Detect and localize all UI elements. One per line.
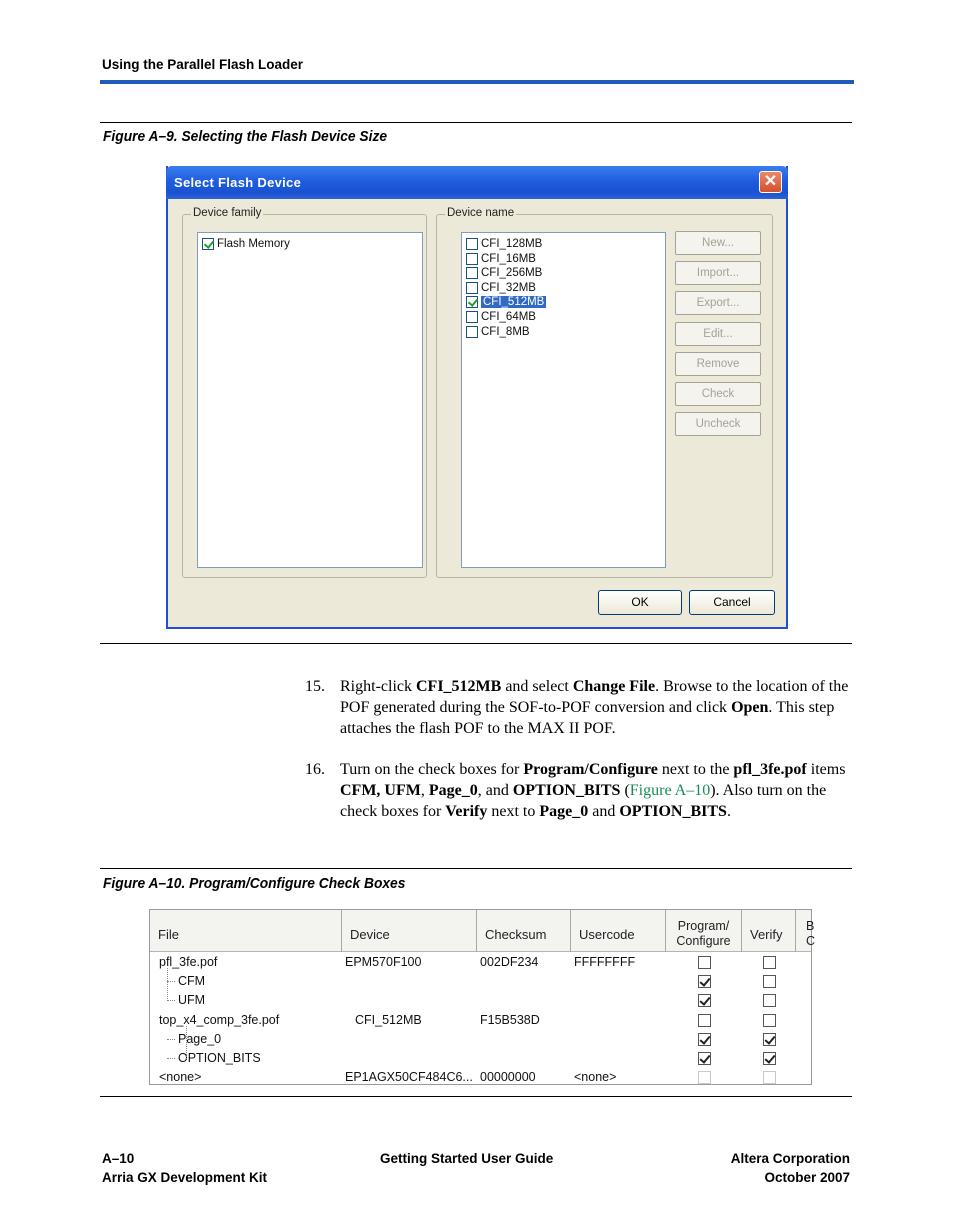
device-family-list[interactable]	[197, 232, 423, 568]
text-run: and	[588, 803, 620, 820]
bold-term: Open	[731, 699, 769, 716]
verify-checkbox[interactable]	[763, 975, 776, 988]
step-text	[340, 759, 855, 822]
tree-connector	[167, 1000, 175, 1001]
bold-term: Page_0	[428, 782, 478, 799]
column-label: File	[158, 927, 179, 942]
tree-connector	[167, 1039, 175, 1040]
text-run: . Browse to the location of the POF generated during the SOF-to-POF conversion and click	[340, 678, 849, 716]
remove-button[interactable]: Remove	[675, 352, 761, 376]
text-run: and select	[501, 678, 573, 695]
footer-guide-title: Getting Started User Guide	[380, 1151, 554, 1166]
tree-line	[167, 968, 168, 1001]
footer-kit-name: Arria GX Development Kit	[102, 1170, 268, 1185]
column-label-line2: Configure	[676, 934, 731, 948]
figure-a9-caption: Figure A–9. Selecting the Flash Device Size	[103, 128, 388, 145]
column-label	[806, 919, 836, 949]
check-button[interactable]: Check	[675, 382, 761, 406]
step-number: 16.	[305, 761, 325, 778]
table-row[interactable]	[150, 991, 811, 1010]
column-label: Checksum	[485, 927, 547, 942]
program-checkbox[interactable]	[698, 956, 711, 969]
column-label: Usercode	[579, 927, 635, 942]
tree-connector	[167, 1058, 175, 1059]
new-button[interactable]: New...	[675, 231, 761, 255]
checkbox[interactable]	[466, 326, 478, 338]
checkbox[interactable]	[202, 238, 214, 250]
verify-checkbox[interactable]	[763, 1014, 776, 1027]
footer-page-number: A–10	[102, 1151, 135, 1166]
bold-term: Verify	[445, 803, 488, 820]
cell-file: pfl_3fe.pof	[159, 955, 218, 969]
column-label-line2: C	[806, 934, 816, 948]
list-item-label: Flash Memory	[217, 238, 290, 250]
list-item-label: CFI_128MB	[481, 238, 543, 250]
verify-checkbox[interactable]	[763, 1052, 776, 1065]
list-item[interactable]	[466, 237, 542, 251]
text-run: ). Also turn on the check boxes for	[340, 782, 827, 820]
bold-term: CFM, UFM	[340, 782, 421, 799]
verify-checkbox	[763, 1071, 776, 1084]
program-checkbox[interactable]	[698, 1052, 711, 1065]
column-label: Verify	[750, 927, 783, 942]
text-run: Turn on the check boxes for	[340, 761, 524, 778]
text-run: ,	[420, 782, 429, 799]
tree-line	[186, 1026, 187, 1059]
text-run: .	[726, 803, 731, 820]
table-row[interactable]	[150, 1011, 811, 1030]
column-label	[666, 919, 741, 949]
list-item[interactable]	[466, 281, 536, 295]
step-text	[340, 676, 855, 739]
device-name-list[interactable]	[461, 232, 666, 568]
checkbox[interactable]	[466, 296, 478, 308]
table-row[interactable]	[150, 972, 811, 991]
header-rule	[100, 80, 854, 84]
text-run: items	[806, 761, 846, 778]
text-run: , and	[477, 782, 513, 799]
list-item[interactable]	[466, 325, 530, 339]
table-row[interactable]	[150, 953, 811, 972]
list-item-label: CFI_512MB	[483, 296, 545, 309]
column-label: Device	[350, 927, 390, 942]
cell-device: EPM570F100	[345, 955, 422, 969]
cell-file: <none>	[159, 1070, 202, 1085]
close-icon[interactable]: ✕	[759, 171, 782, 193]
list-item[interactable]	[466, 266, 542, 280]
cell-file: OPTION_BITS	[178, 1051, 261, 1065]
uncheck-button[interactable]: Uncheck	[675, 412, 761, 436]
text-run: next to the	[657, 761, 734, 778]
edit-button[interactable]: Edit...	[675, 322, 761, 346]
figure-a10-caption: Figure A–10. Program/Configure Check Boxes	[103, 875, 406, 892]
cell-checksum: 002DF234	[480, 955, 539, 969]
column-checksum[interactable]	[477, 910, 571, 952]
column-clipped[interactable]	[796, 910, 826, 952]
figure-bottom-rule	[100, 1096, 852, 1097]
cell-device: CFI_512MB	[355, 1012, 422, 1027]
list-item-label: CFI_256MB	[481, 267, 543, 280]
table-row[interactable]	[150, 1049, 811, 1068]
footer-date: October 2007	[764, 1170, 850, 1185]
step-15	[305, 676, 855, 739]
text-run: (	[620, 782, 630, 799]
step-16	[305, 759, 855, 843]
bold-term: Page_0	[539, 803, 589, 820]
list-item-label: CFI_8MB	[481, 325, 530, 338]
export-button[interactable]: Export...	[675, 291, 761, 315]
dialog-title: Select Flash Device	[174, 175, 302, 190]
figure-top-rule	[100, 122, 852, 123]
cell-file: Page_0	[178, 1031, 222, 1046]
column-usercode[interactable]	[571, 910, 666, 952]
checkbox[interactable]	[466, 253, 478, 265]
checkbox[interactable]	[466, 238, 478, 250]
column-program-configure[interactable]	[666, 910, 742, 952]
figure-bottom-rule	[100, 643, 852, 644]
checkbox[interactable]	[466, 311, 478, 323]
tree-connector	[167, 981, 175, 982]
column-device[interactable]	[342, 910, 477, 952]
verify-checkbox[interactable]	[763, 1033, 776, 1046]
bold-term: Program/Configure	[523, 761, 658, 778]
cancel-button[interactable]: Cancel	[689, 590, 775, 615]
verify-checkbox[interactable]	[763, 956, 776, 969]
import-button[interactable]: Import...	[675, 261, 761, 285]
bold-term: CFI_512MB	[415, 678, 502, 695]
cell-checksum: F15B538D	[480, 1012, 540, 1027]
cell-device: EP1AGX50CF484C6...	[345, 1070, 473, 1085]
list-item[interactable]	[466, 310, 536, 324]
table-row[interactable]	[150, 1030, 811, 1049]
checkbox[interactable]	[466, 267, 478, 279]
cell-file: top_x4_comp_3fe.pof	[159, 1012, 280, 1027]
footer-company: Altera Corporation	[730, 1151, 850, 1166]
program-checkbox[interactable]	[698, 975, 711, 988]
cell-file: UFM	[178, 993, 206, 1008]
figure-top-rule	[100, 868, 852, 869]
bold-term: pfl_3fe.pof	[733, 761, 807, 778]
bold-term: Change File	[572, 678, 656, 695]
table-row[interactable]	[150, 1068, 811, 1087]
program-checkbox[interactable]	[698, 994, 711, 1007]
text-run: next to	[487, 803, 540, 820]
column-label-line1: B	[806, 919, 815, 933]
list-item-label: CFI_64MB	[481, 311, 536, 323]
cell-usercode: FFFFFFFF	[574, 955, 636, 969]
column-file[interactable]	[150, 910, 342, 952]
dialog-titlebar[interactable]	[166, 166, 788, 199]
program-checkbox[interactable]	[698, 1014, 711, 1027]
checkbox[interactable]	[466, 282, 478, 294]
figure-link[interactable]: Figure A–10	[629, 782, 711, 799]
verify-checkbox[interactable]	[763, 994, 776, 1007]
list-item-label: CFI_16MB	[481, 252, 536, 265]
cell-checksum: 00000000	[480, 1070, 536, 1085]
device-name-legend: Device name	[447, 207, 515, 219]
step-number: 15.	[305, 678, 325, 695]
ok-button[interactable]: OK	[598, 590, 682, 615]
select-flash-device-dialog	[166, 166, 788, 629]
text-run: Right-click	[340, 678, 416, 695]
device-family-legend: Device family	[193, 207, 262, 219]
text-run: . This step attaches the flash POF to the MAX II POF.	[340, 699, 835, 737]
bold-term: OPTION_BITS	[512, 782, 621, 799]
program-configure-table	[149, 909, 816, 1085]
program-checkbox[interactable]	[698, 1033, 711, 1046]
running-header: Using the Parallel Flash Loader	[102, 57, 304, 72]
list-item[interactable]	[202, 237, 290, 251]
program-checkbox	[698, 1071, 711, 1084]
list-item[interactable]	[466, 252, 536, 266]
device-family-group	[182, 207, 427, 578]
table-header	[150, 910, 816, 952]
list-item[interactable]	[466, 295, 546, 309]
cell-usercode: <none>	[574, 1070, 617, 1085]
list-item-label: CFI_32MB	[481, 281, 536, 294]
bold-term: OPTION_BITS	[619, 803, 727, 820]
cell-file: CFM	[178, 974, 206, 989]
column-verify[interactable]	[742, 910, 796, 952]
column-label-line1: Program/	[677, 919, 730, 933]
